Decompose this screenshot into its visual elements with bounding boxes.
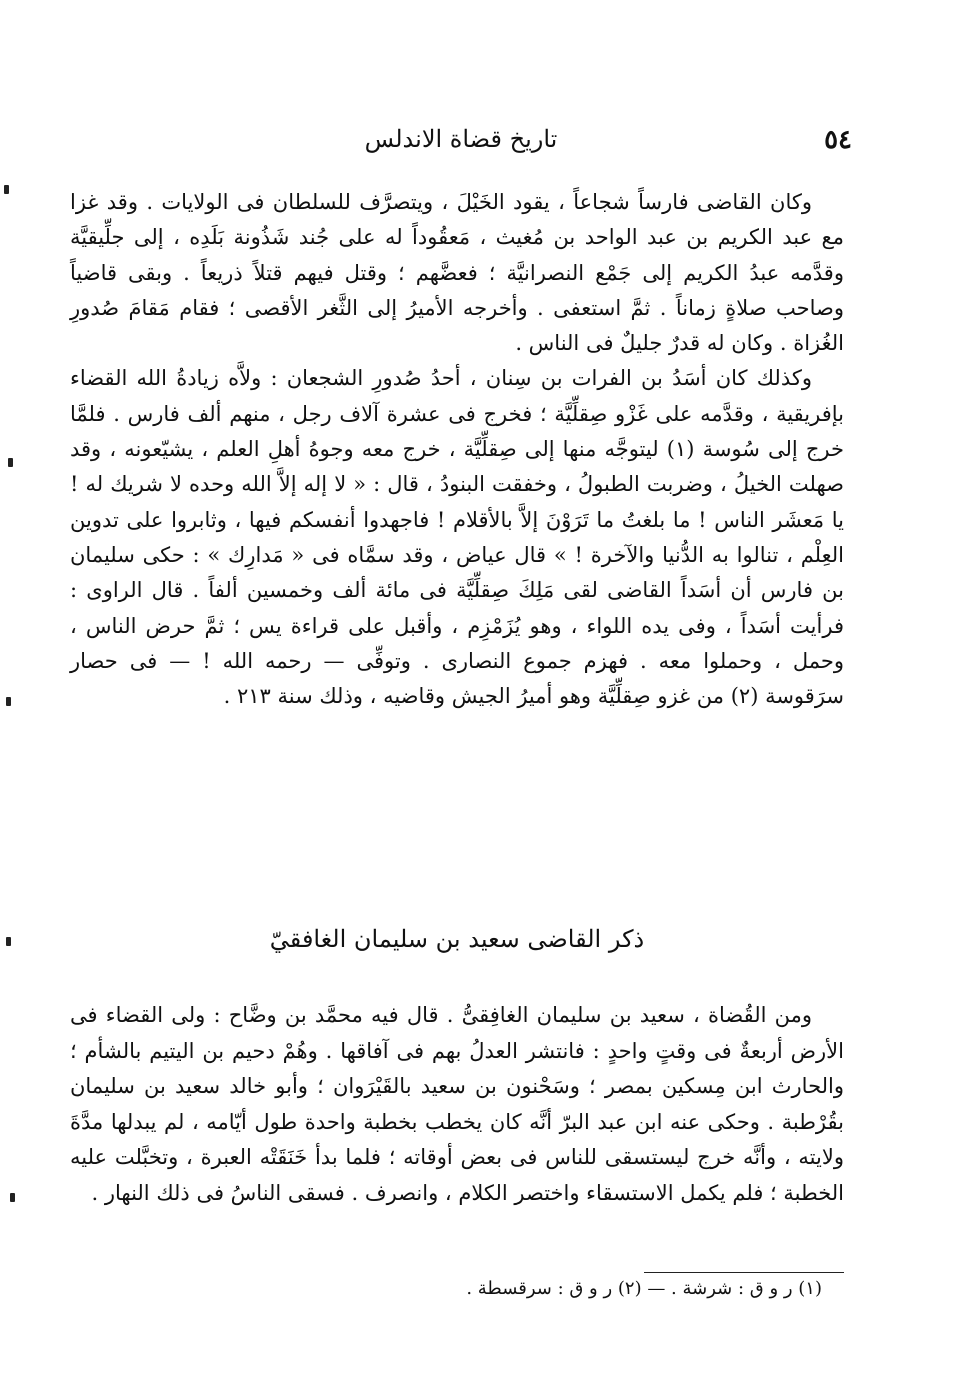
page-number: ٥٤ (824, 125, 852, 155)
margin-mark (10, 1193, 15, 1202)
page-header (70, 125, 852, 165)
footnote-divider (644, 1272, 844, 1273)
footnotes: (١) ر و ق : شرشة . — (٢) ر و ق : سرقسطة . (466, 1278, 822, 1299)
margin-mark (6, 697, 11, 706)
margin-mark (8, 458, 13, 467)
section-2-text (70, 998, 844, 1211)
paragraph: وكذلك كان أسَدُ بن الفرات بن سِنان ، أحدُ صُدورِ الشجعان : ولاَّه زيادةُ الله القضاء بإفريقية ، وقدَّمه على غَزْو صِقلِّيَّة ؛ فخرج فى عشرة آلاف رجل ، منهم ألف فارس . فلمَّا خرج إلى سُوسة (١) ليتوجَّه منها إلى صِقلِّيَّة ، خرج معه وجوهُ أهلِ العلم ، يشيّعونه ، وقد صهلت الخيلُ ، وضربت الطبولُ ، وخفقت البنودُ ، قال : « لا إله إلاَّ الله وحده لا شريك له ! يا مَعشَر الناس ! ما بلغتُ ما تَرَوْنَ إلاَّ بالأقلام ! فاجهدوا أنفسكم فيها ، وثابروا على تدوين العِلْم ، تنالوا به الدُّنيا والآخرة ! » قال عياض ، وقد سمَّاه فى « مَدارِك » : حكى سليمان بن فارس أن أسَداً القاضى لقى مَلِكَ صِقلِّيَّة فى مائة ألف وخمسين ألفاً . قال الراوى : فرأيت أسَداً ، وفى يده اللواء ، وهو يُزَمْزِم ، وأقبل على قراءة يس ؛ ثمَّ حرض الناس ، وحمل ، وحملوا معه . فهزم جموع النصارى . وتوفِّى — رحمه الله ! — فى حصار سرَقوسة (٢) من غزو صِقلِّيَّة وهو أميرُ الجيش وقاضيه ، وذلك سنة ٢١٣ . (70, 366, 844, 709)
paragraph: ومن القُضاة ، سعيد بن سليمان الغافِقىُّ . قال فيه محمَّد بن وضَّاح : ولى القضاء فى الأرض أربعةٌ فى وقتٍ واحدٍ : فانتشر العدلُ بهم فى آفاقها . وهُمْ دحيم بن اليتيم بالشأم ؛ والحارث ابن مِسكين بمصر ؛ وسَحْنون بن سعيد بالقَيْرَوان ؛ وأبو خالد سعيد بن سليمان بقُرْطبة . وحكى عنه ابن عبد البرّ أنَّه كان يخطب بخطبة واحدة طول أيّامه ، لم يبدلها مدَّةَ ولايته ، وأنَّه خرج ليستسقى للناس فى بعض أوقاته ؛ فلما بدأ خَنَقَتْه العبرة ، وتخبَّلت عليه الخطبة ؛ فلم يكمل الاستسقاء واختصر الكلام ، وانصرف . فسقى الناسُ فى ذلك النهار . (70, 1003, 844, 1205)
paragraph: وكان القاضى فارساً شجاعاً ، يقود الخَيْلَ ، ويتصرَّف للسلطان فى الولايات . وقد غزا مع عبد الكريم بن عبد الواحد بن مُغيث ، مَعقُوداً له على جُند شَذُونة بَلَدِه ، إلى جلِّيقيَّة وقدَّمه عبدُ الكريم إلى جَمْع النصرانيَّة ؛ فعضَّهم ؛ وقتل فيهم قتلاً ذريعاً . وبقى قاضياً وصاحب صلاةٍ زماناً . ثمَّ استعفى . وأخرجه الأميرُ إلى الثَّغر الأقصى ؛ فقام مَقامَ صُدورِ الغُزاة . وكان له قدرٌ جليلٌ فى الناس . (70, 190, 844, 356)
section-heading: ذكر القاضى سعيد بن سليمان الغافقيّ (269, 925, 645, 953)
margin-mark (4, 185, 9, 194)
section-1-text (70, 185, 844, 714)
margin-mark (6, 937, 11, 946)
running-title: تاريخ قضاة الاندلس (364, 125, 558, 153)
